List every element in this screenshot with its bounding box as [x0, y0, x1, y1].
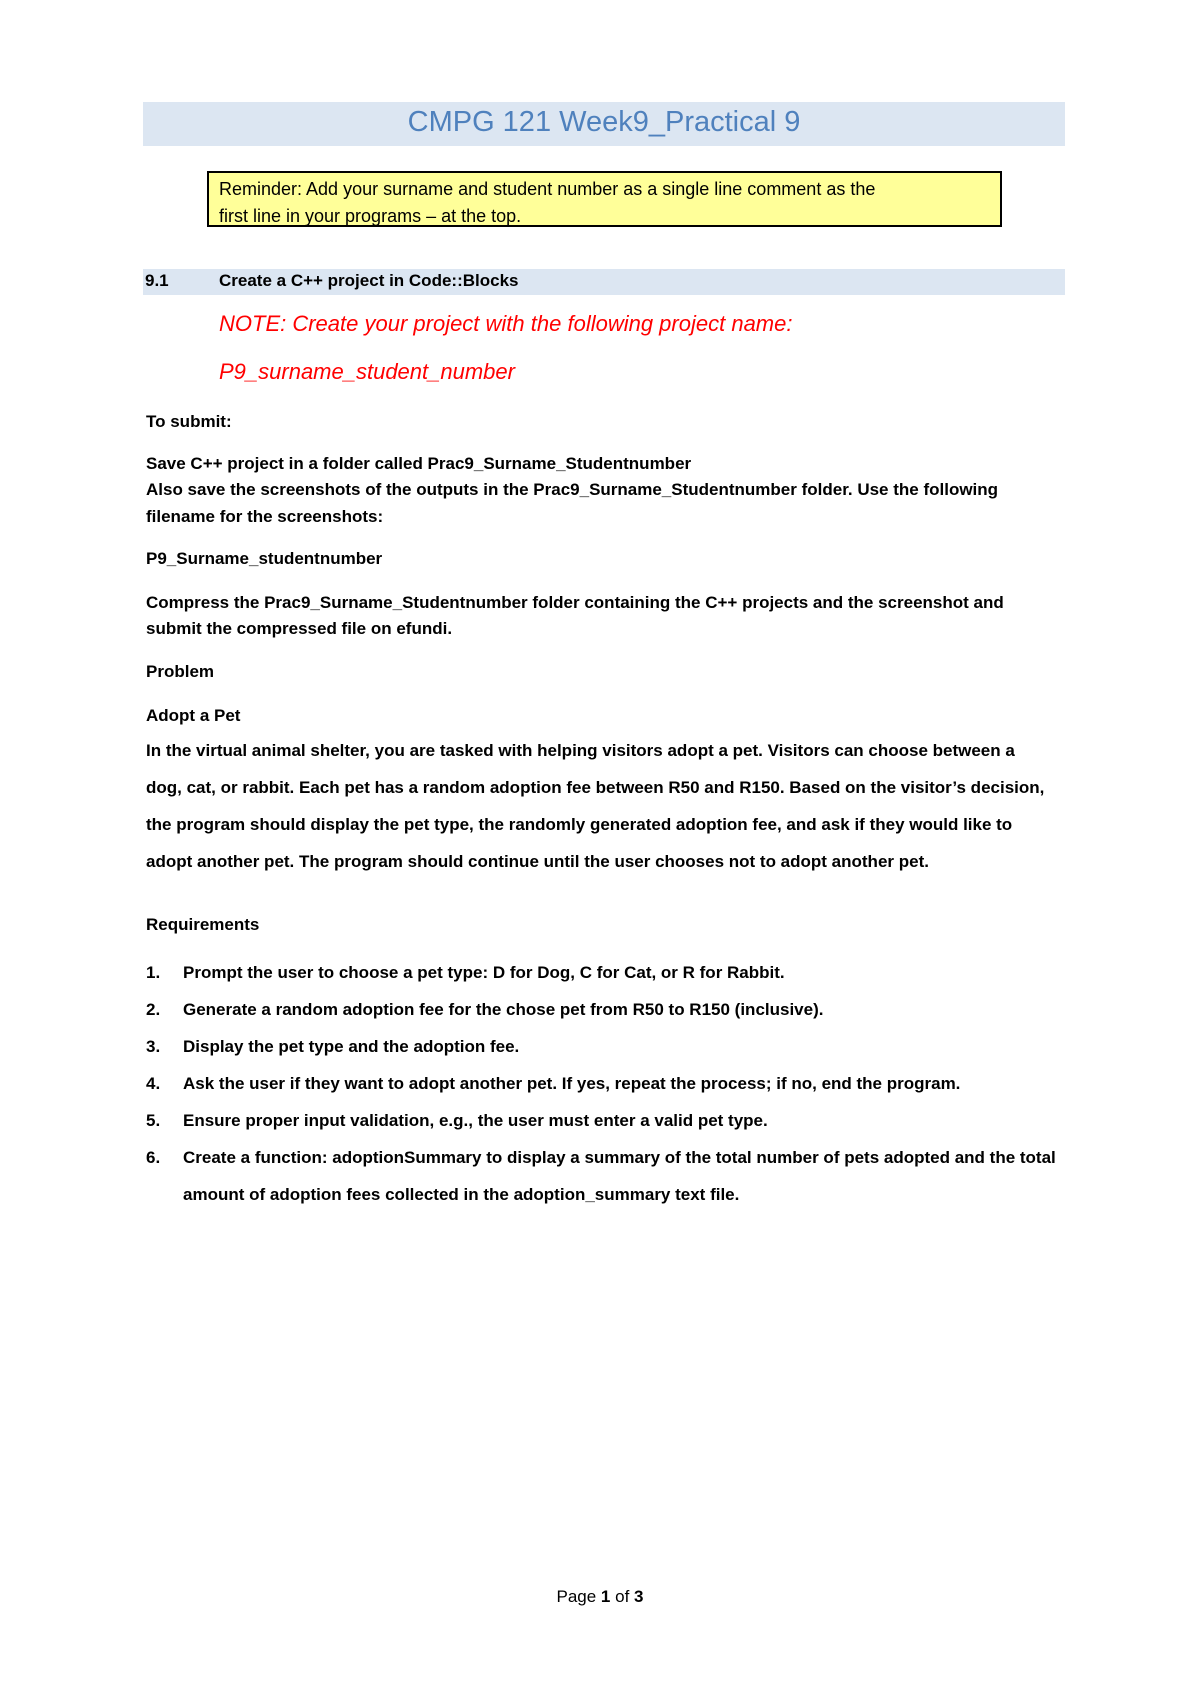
submit-line-3: filename for the screenshots: [146, 507, 384, 526]
page-total: 3 [634, 1587, 644, 1606]
reminder-line-2: first line in your programs – at the top. [219, 206, 522, 226]
list-item-number: 4. [146, 1074, 161, 1093]
submit-line-2: Also save the screenshots of the outputs in the Prac9_Surname_Studentnumber folder. Use the following [146, 480, 999, 499]
list-item-number: 2. [146, 1000, 161, 1019]
section-number: 9.1 [145, 271, 169, 290]
list-item-number: 1. [146, 963, 161, 982]
list-item-text: Generate a random adoption fee for the chose pet from R50 to R150 (inclusive). [183, 1000, 824, 1019]
list-item [146, 1028, 1066, 1065]
list-item [146, 991, 1066, 1028]
submit-heading: To submit: [146, 412, 232, 431]
list-item [146, 1065, 1066, 1102]
compress-line-1: Compress the Prac9_Surname_Studentnumber folder containing the C++ projects and the screenshot and [146, 593, 1004, 612]
page-word: Page [556, 1587, 597, 1606]
problem-line-2: dog, cat, or rabbit. Each pet has a random adoption fee between R50 and R150. Based on the visitor’s decision, [146, 778, 1045, 797]
submit-line-1: Save C++ project in a folder called Prac9_Surname_Studentnumber [146, 454, 692, 473]
section-title: Create a C++ project in Code::Blocks [219, 271, 519, 290]
requirements-heading: Requirements [146, 915, 260, 934]
list-item-number: 5. [146, 1111, 161, 1130]
list-item-text: Ensure proper input validation, e.g., the user must enter a valid pet type. [183, 1111, 768, 1130]
problem-description [146, 732, 1066, 880]
list-item-text: Prompt the user to choose a pet type: D for Dog, C for Cat, or R for Rabbit. [183, 963, 785, 982]
list-item-number: 6. [146, 1148, 161, 1167]
reminder-box [207, 171, 1002, 227]
compress-line-2: submit the compressed file on efundi. [146, 619, 453, 638]
list-item-number: 3. [146, 1037, 161, 1056]
requirements-list [146, 954, 1066, 1213]
problem-subheading: Adopt a Pet [146, 706, 241, 725]
list-item [146, 1139, 1066, 1213]
problem-line-1: In the virtual animal shelter, you are tasked with helping visitors adopt a pet. Visitors can choose between a [146, 741, 1015, 760]
note-project-name: P9_surname_student_number [219, 359, 515, 384]
note-line-1: NOTE: Create your project with the following project name: [219, 311, 793, 336]
of-word: of [615, 1587, 630, 1606]
list-item-text: Create a function: adoptionSummary to display a summary of the total number of pets adopted and the total amount of adoption fees collected in the adoption_summary text file. [183, 1148, 1056, 1204]
problem-line-4: adopt another pet. The program should continue until the user chooses not to adopt another pet. [146, 852, 929, 871]
list-item-text: Display the pet type and the adoption fee. [183, 1037, 520, 1056]
problem-heading: Problem [146, 662, 215, 681]
page-current: 1 [600, 1587, 611, 1606]
page-title: CMPG 121 Week9_Practical 9 [407, 106, 801, 138]
title-band [143, 102, 1065, 146]
problem-line-3: the program should display the pet type, the randomly generated adoption fee, and ask if they would like to [146, 815, 1013, 834]
list-item [146, 1102, 1066, 1139]
reminder-line-1: Reminder: Add your surname and student number as a single line comment as the [219, 179, 876, 199]
page-footer [0, 1587, 1200, 1607]
list-item [146, 954, 1066, 991]
screenshot-filename: P9_Surname_studentnumber [146, 549, 383, 568]
list-item-text: Ask the user if they want to adopt another pet. If yes, repeat the process; if no, end the program. [183, 1074, 961, 1093]
section-heading [143, 269, 1065, 295]
